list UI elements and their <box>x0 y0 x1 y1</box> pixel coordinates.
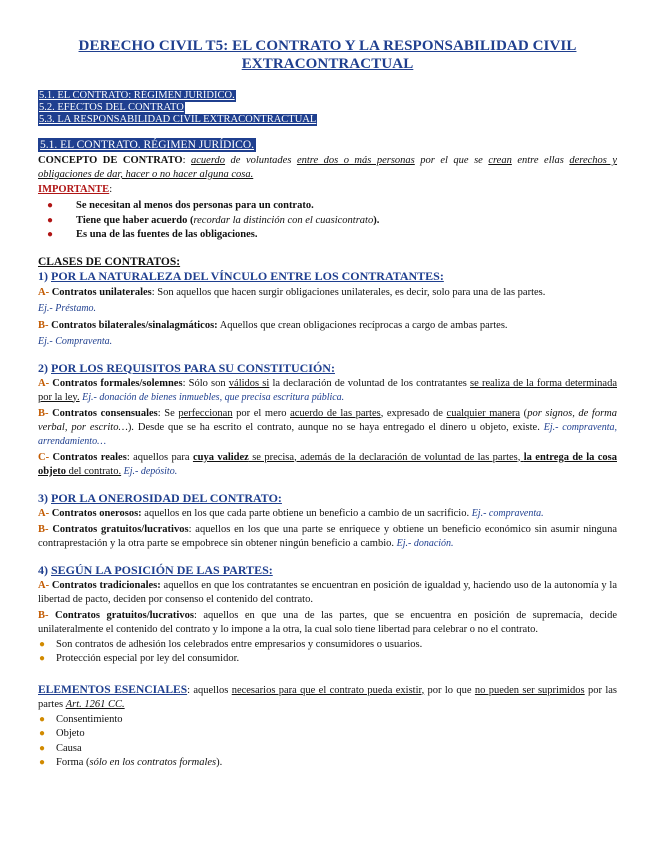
category-4-heading: 4) SEGÚN LA POSICIÓN DE LAS PARTES: <box>38 562 273 577</box>
importante-heading: IMPORTANTE: <box>38 184 113 195</box>
bullet-icon: ● <box>39 728 46 739</box>
bullet-icon: ● <box>39 757 46 768</box>
category-1-heading: 1) POR LA NATURALEZA DEL VÍNCULO ENTRE LOS CONTRATANTES: <box>38 268 444 283</box>
bullet-icon: ● <box>39 713 46 725</box>
category-2-heading: 2) POR LOS REQUISITOS PARA SU CONSTITUCIÓN: <box>38 360 335 375</box>
contratos-consensuales: B- Contratos consensuales: Se perfeccionan por el mero acuerdo de las partes, expresado de cualquier manera (por signos, de forma verbal, por escrito…). Desde que se ha escrito el contrato, aunque no se haya entregado el dinero u objeto, existe. Ej.- compraventa, arrendamiento… <box>38 407 617 447</box>
list-item: ● Consentimiento <box>38 713 617 728</box>
document-title: DERECHO CIVIL T5: EL CONTRATO Y LA RESPONSABILIDAD CIVIL EXTRACONTRACTUAL <box>78 38 577 72</box>
elementos-list <box>38 713 617 771</box>
list-item: ● Objeto <box>38 727 617 742</box>
section-heading-5-1: 5.1. EL CONTRATO. RÉGIMEN JURÍDICO. <box>40 139 255 151</box>
contratos-tradicionales: A- Contratos tradicionales: aquellos en que los contratantes se encuentran en posición de igualdad y, haciendo uso de la autonomía y la libertad de pacto, deciden por consenso el contenido del contrato. <box>38 579 617 605</box>
bullet-icon: ● <box>47 200 54 211</box>
list-item: ● Es una de las fuentes de las obligaciones. <box>38 228 617 243</box>
contratos-bilaterales: B- Contratos bilaterales/sinalagmáticos: Aquellos que crean obligaciones recíprocas a cargo de ambas partes. <box>38 319 508 331</box>
list-item: ● Protección especial por ley del consumidor. <box>38 652 617 667</box>
elementos-esenciales: ELEMENTOS ESENCIALES: aquellos necesarios para que el contrato pueda existir, por lo que no pueden ser suprimidos por las partes Art. 1261 CC. <box>38 683 617 710</box>
example-compraventa: Ej.- Compraventa. <box>38 335 113 347</box>
contratos-adhesion: B- Contratos gratuitos/lucrativos: aquellos en que una de las partes, que se encuentra en posición de supremacía, decide unilateralmente el contenido del contrato y lo impone a la otra, la cual solo tiene libertad para celebrar o no el contrato. <box>38 609 618 635</box>
contratos-formales: A- Contratos formales/solemnes: Sólo son válidos si la declaración de voluntad de los contratantes se realiza de la forma determinada por la ley. Ej.- donación de bienes inmuebles, que precisa escritura pública. <box>38 377 617 403</box>
contratos-gratuitos: B- Contratos gratuitos/lucrativos: aquellos en los que una parte se enriquece y obtiene un beneficio económico sin asumir ninguna contraprestación y la otra parte se empobrece sin obtener ningún beneficio a cambio. Ej.- donación. <box>38 523 618 549</box>
toc-item-5-3[interactable]: 5.3. LA RESPONSABILIDAD CIVIL EXTRACONTRACTUAL <box>39 114 317 125</box>
category-3-heading: 3) POR LA ONEROSIDAD DEL CONTRATO: <box>38 490 282 505</box>
toc-item-5-1[interactable]: 5.1. EL CONTRATO: RÉGIMEN JURÍDICO. <box>39 90 235 101</box>
bullet-icon: ● <box>47 214 54 226</box>
contratos-unilaterales: A- Contratos unilaterales: Son aquellos que hacen surgir obligaciones unilaterales, es decir, solo para una de las partes. <box>38 286 546 298</box>
concepto-paragraph: CONCEPTO DE CONTRATO: acuerdo de voluntades entre dos o más personas por el que se crean entre ellas derechos y obligaciones de dar, hacer o no hacer alguna cosa. <box>38 155 618 180</box>
list-item: ● Causa <box>38 742 617 757</box>
contratos-reales: C- Contratos reales: aquellos para cuya validez se precisa, además de la declaración de voluntad de las partes, la entrega de la cosa objeto del contrato. Ej.- depósito. <box>38 451 617 477</box>
contratos-onerosos: A- Contratos onerosos: aquellos en los que cada parte obtiene un beneficio a cambio de un sacrificio. Ej.- compraventa. <box>38 507 544 519</box>
bullet-icon: ● <box>39 638 46 650</box>
bullet-icon: ● <box>39 742 46 754</box>
concepto-label: CONCEPTO DE CONTRATO <box>38 155 183 166</box>
bullet-icon: ● <box>39 653 46 664</box>
importante-list <box>38 199 617 243</box>
list-item: ● Forma (sólo en los contratos formales). <box>38 756 617 771</box>
example-prestamo: Ej.- Préstamo. <box>38 302 97 314</box>
list-item: ● Tiene que haber acuerdo (recordar la distinción con el cuasicontrato). <box>38 214 617 229</box>
list-item: ● Son contratos de adhesión los celebrados entre empresarios y consumidores o usuarios. <box>38 638 617 653</box>
bullet-icon: ● <box>47 229 54 240</box>
toc-item-5-2[interactable]: 5.2. EFECTOS DEL CONTRATO <box>39 102 184 113</box>
list-item: ● Se necesitan al menos dos personas para un contrato. <box>38 199 617 214</box>
posicion-bullets <box>38 638 617 667</box>
clases-heading: CLASES DE CONTRATOS: <box>38 255 181 268</box>
table-of-contents <box>38 90 617 126</box>
